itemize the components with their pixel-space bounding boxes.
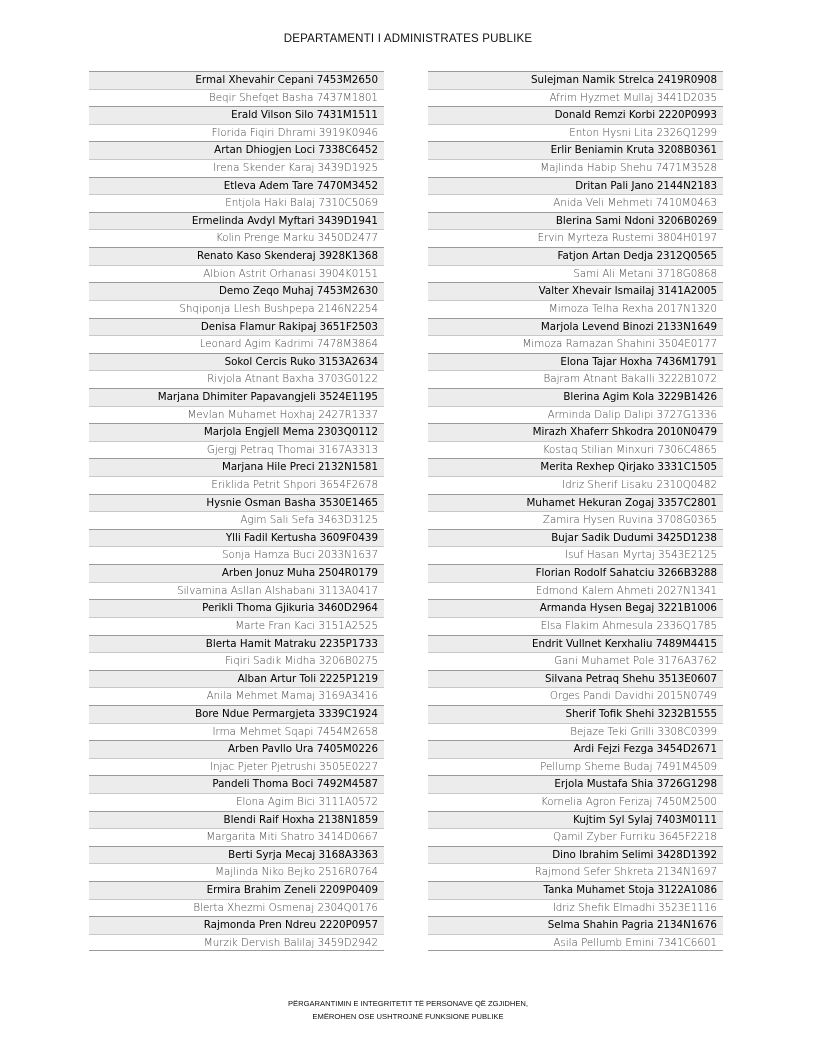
list-item: Denisa Flamur Rakipaj 3651F2503 [89,318,384,336]
list-item: Anila Mehmet Mamaj 3169A3416 [89,687,384,705]
list-item: Eriklida Petrit Shpori 3654F2678 [89,476,384,494]
list-item: Mirazh Xhaferr Shkodra 2010N0479 [428,423,723,441]
list-item: Erjola Mustafa Shia 3726G1298 [428,775,723,793]
list-item: Margarita Miti Shatro 3414D0667 [89,828,384,846]
list-item: Marjana Hile Preci 2132N1581 [89,458,384,476]
list-item: Kujtim Syl Sylaj 7403M0111 [428,811,723,829]
list-item: Ervin Myrteza Rustemi 3804H0197 [428,229,723,247]
list-item: Mimoza Telha Rexha 2017N1320 [428,300,723,318]
list-item: Majlinda Habip Shehu 7471M3528 [428,159,723,177]
footer-line-1: PËRGARANTIMIN E INTEGRITETIT TË PERSONAVE QË ZGJIDHEN, [287,999,529,1008]
list-item: Bejaze Teki Grilli 3308C0399 [428,723,723,741]
list-item: Arben Jonuz Muha 2504R0179 [89,564,384,582]
list-item: Dritan Pali Jano 2144N2183 [428,177,723,195]
names-column-right [428,71,723,951]
list-item: Marjola Levend Binozi 2133N1649 [428,318,723,336]
list-item: Elona Tajar Hoxha 7436M1791 [428,353,723,371]
list-item: Blendi Raif Hoxha 2138N1859 [89,811,384,829]
list-item: Kornelia Agron Ferizaj 7450M2500 [428,793,723,811]
list-item: Idriz Sherif Lisaku 2310Q0482 [428,476,723,494]
list-item: Sokol Cercis Ruko 3153A2634 [89,353,384,371]
list-item: Idriz Shefik Elmadhi 3523E1116 [428,899,723,917]
list-item: Injac Pjeter Pjetrushi 3505E0227 [89,758,384,776]
list-item: Zamira Hysen Ruvina 3708G0365 [428,511,723,529]
list-item: Albion Astrit Orhanasi 3904K0151 [89,265,384,283]
list-item: Marte Fran Kaci 3151A2525 [89,617,384,635]
list-item: Pandeli Thoma Boci 7492M4587 [89,775,384,793]
list-item: Pellump Sheme Budaj 7491M4509 [428,758,723,776]
list-item: Majlinda Niko Bejko 2516R0764 [89,863,384,881]
list-item: Sami Ali Metani 3718G0868 [428,265,723,283]
list-item: Elona Agim Bici 3111A0572 [89,793,384,811]
list-item: Florida Fiqiri Dhrami 3919K0946 [89,124,384,142]
list-item: Elsa Flakim Ahmesula 2336Q1785 [428,617,723,635]
list-item: Mimoza Ramazan Shahini 3504E0177 [428,335,723,353]
footer-line-2: EMËROHEN OSE USHTROJNË FUNKSIONE PUBLIKE [312,1011,504,1021]
list-item: Etleva Adem Tare 7470M3452 [89,177,384,195]
list-item: Ermal Xhevahir Cepani 7453M2650 [89,71,384,89]
list-item: Bujar Sadik Dudumi 3425D1238 [428,529,723,547]
names-column-left [89,71,384,951]
list-item: Sherif Tofik Shehi 3232B1555 [428,705,723,723]
list-item: Blerta Xhezmi Osmenaj 2304Q0176 [89,899,384,917]
list-item: Marjola Engjell Mema 2303Q0112 [89,423,384,441]
footer [0,998,816,1023]
list-item: Leonard Agim Kadrimi 7478M3864 [89,335,384,353]
list-item: Dino Ibrahim Selimi 3428D1392 [428,846,723,864]
list-item: Endrit Vullnet Kerxhaliu 7489M4415 [428,635,723,653]
list-item: Alban Artur Toli 2225P1219 [89,670,384,688]
list-item: Ermelinda Avdyl Myftari 3439D1941 [89,212,384,230]
list-item: Ermira Brahim Zeneli 2209P0409 [89,881,384,899]
list-item: Agim Sali Sefa 3463D3125 [89,511,384,529]
list-item: Demo Zeqo Muhaj 7453M2630 [89,282,384,300]
list-item: Bajram Atnant Bakalli 3222B1072 [428,370,723,388]
list-item: Gani Muhamet Pole 3176A3762 [428,652,723,670]
list-item: Bore Ndue Permargjeta 3339C1924 [89,705,384,723]
list-item: Rajmond Sefer Shkreta 2134N1697 [428,863,723,881]
list-item: Blerta Hamit Matraku 2235P1733 [89,635,384,653]
list-item: Kolin Prenge Marku 3450D2477 [89,229,384,247]
list-item: Marjana Dhimiter Papavangjeli 3524E1195 [89,388,384,406]
list-item: Muhamet Hekuran Zogaj 3357C2801 [428,494,723,512]
list-item: Ylli Fadil Kertusha 3609F0439 [89,529,384,547]
list-item: Mevlan Muhamet Hoxhaj 2427R1337 [89,406,384,424]
list-item: Gjergj Petraq Thomai 3167A3313 [89,441,384,459]
list-item: Sulejman Namik Strelca 2419R0908 [428,71,723,89]
list-item: Artan Dhiogjen Loci 7338C6452 [89,141,384,159]
list-item: Donald Remzi Korbi 2220P0993 [428,106,723,124]
list-item: Blerina Sami Ndoni 3206B0269 [428,212,723,230]
list-item: Enton Hysni Lita 2326Q1299 [428,124,723,142]
list-item: Valter Xhevair Ismailaj 3141A2005 [428,282,723,300]
list-item: Murzik Dervish Balilaj 3459D2942 [89,934,384,952]
list-item: Arminda Dalip Dalipi 3727G1336 [428,406,723,424]
list-item: Kostaq Stilian Minxuri 7306C4865 [428,441,723,459]
list-item: Entjola Haki Balaj 7310C5069 [89,194,384,212]
list-item: Irena Skender Karaj 3439D1925 [89,159,384,177]
list-item: Irma Mehmet Sqapi 7454M2658 [89,723,384,741]
list-item: Shqiponja Llesh Bushpepa 2146N2254 [89,300,384,318]
list-item: Asila Pellumb Emini 7341C6601 [428,934,723,952]
list-item: Berti Syrja Mecaj 3168A3363 [89,846,384,864]
list-item: Qamil Zyber Furriku 3645F2218 [428,828,723,846]
list-item: Tanka Muhamet Stoja 3122A1086 [428,881,723,899]
list-item: Fatjon Artan Dedja 2312Q0565 [428,247,723,265]
list-item: Arben Pavllo Ura 7405M0226 [89,740,384,758]
list-item: Merita Rexhep Qirjako 3331C1505 [428,458,723,476]
list-item: Perikli Thoma Gjikuria 3460D2964 [89,599,384,617]
list-item: Erald Vilson Silo 7431M1511 [89,106,384,124]
page-title: DEPARTAMENTI I ADMINISTRATES PUBLIKE [283,33,533,45]
list-item: Fiqiri Sadik Midha 3206B0275 [89,652,384,670]
list-item: Ardi Fejzi Fezga 3454D2671 [428,740,723,758]
list-item: Renato Kaso Skenderaj 3928K1368 [89,247,384,265]
list-item: Orges Pandi Davidhi 2015N0749 [428,687,723,705]
list-item: Armanda Hysen Begaj 3221B1006 [428,599,723,617]
list-item: Isuf Hasan Myrtaj 3543E2125 [428,546,723,564]
list-item: Beqir Shefqet Basha 7437M1801 [89,89,384,107]
list-item: Silvana Petraq Shehu 3513E0607 [428,670,723,688]
list-item: Hysnie Osman Basha 3530E1465 [89,494,384,512]
list-item: Rivjola Atnant Baxha 3703G0122 [89,370,384,388]
list-item: Edmond Kalem Ahmeti 2027N1341 [428,582,723,600]
list-item: Blerina Agim Kola 3229B1426 [428,388,723,406]
list-item: Erlir Beniamin Kruta 3208B0361 [428,141,723,159]
list-item: Silvamina Asllan Alshabani 3113A0417 [89,582,384,600]
list-item: Afrim Hyzmet Mullaj 3441D2035 [428,89,723,107]
list-item: Anida Veli Mehmeti 7410M0463 [428,194,723,212]
list-item: Florian Rodolf Sahatciu 3266B3288 [428,564,723,582]
list-item: Rajmonda Pren Ndreu 2220P0957 [89,916,384,934]
list-item: Selma Shahin Pagria 2134N1676 [428,916,723,934]
list-item: Sonja Hamza Buci 2033N1637 [89,546,384,564]
